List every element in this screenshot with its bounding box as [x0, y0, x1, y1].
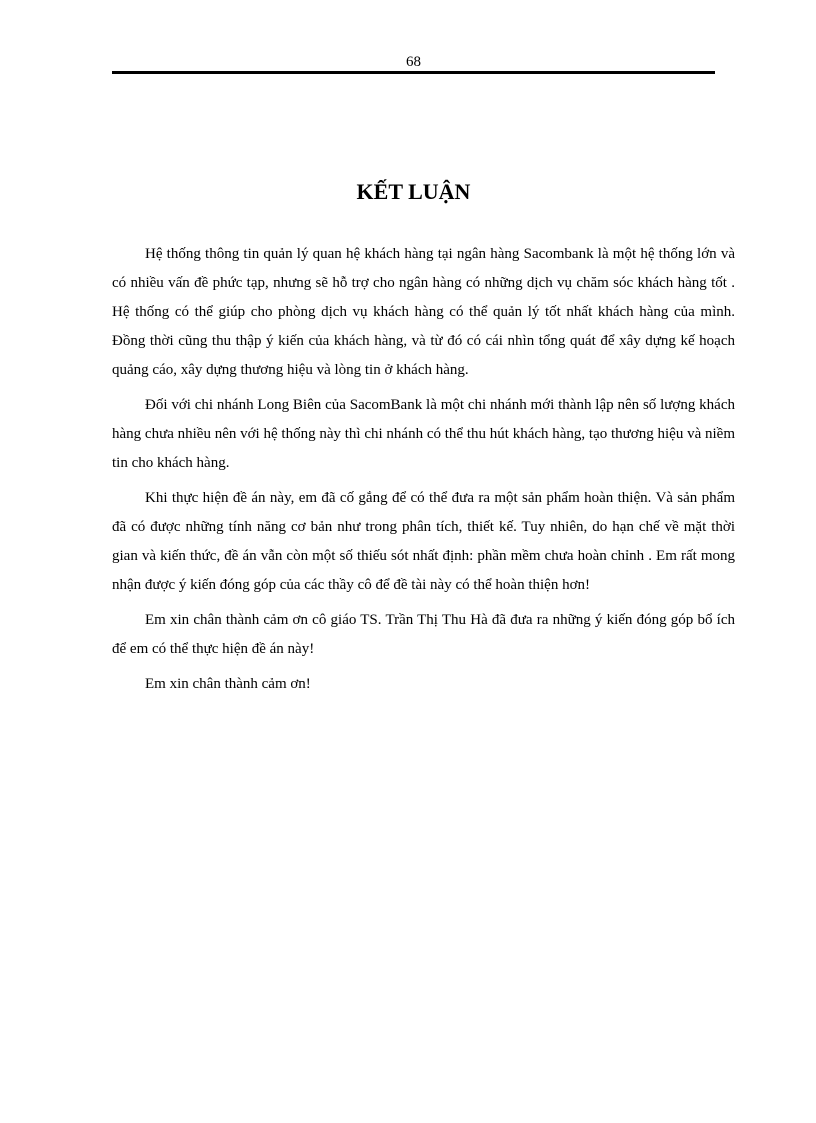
paragraph-branch: Đối với chi nhánh Long Biên của SacomBank là một chi nhánh mới thành lập nên số lượng khách hàng chưa nhiều nên với hệ thống này thì chi nhánh có thể thu hút khách hàng, tạo thương hiệu và niềm tin cho khách hàng.: [112, 397, 735, 471]
page-number: 68: [406, 54, 421, 70]
paragraph-intro: Hệ thống thông tin quản lý quan hệ khách hàng tại ngân hàng Sacombank là một hệ thống lớn và có nhiều vấn đề phức tạp, nhưng sẽ hỗ trợ cho ngân hàng có những dịch vụ chăm sóc khách hàng tốt . Hệ thống có thể giúp cho phòng dịch vụ khách hàng có thể quản lý tốt nhất khách hàng của mình. Đồng thời cũng thu thập ý kiến của khách hàng, và từ đó có cái nhìn tổng quát để xây dựng kế hoạch quảng cáo, xây dựng thương hiệu và lòng tin ở khách hàng.: [112, 246, 735, 378]
page-title: KẾT LUẬN: [356, 179, 471, 204]
paragraph-thanks-advisor: Em xin chân thành cảm ơn cô giáo TS. Trần Thị Thu Hà đã đưa ra những ý kiến đóng góp bổ ích để em có thể thực hiện đề án này!: [112, 612, 735, 657]
body-text: [112, 240, 735, 705]
paragraph-project: Khi thực hiện đề án này, em đã cố gắng để có thể đưa ra một sản phẩm hoàn thiện. Và sản phẩm đã có được những tính năng cơ bản như trong phân tích, thiết kế. Tuy nhiên, do hạn chế về mặt thời gian và kiến thức, đề án vẫn còn một số thiếu sót nhất định: phần mềm chưa hoàn chỉnh . Em rất mong nhận được ý kiến đóng góp của các thầy cô để đề tài này có thể hoàn thiện hơn!: [112, 490, 735, 593]
header-rule: [112, 71, 715, 74]
paragraph-closing: Em xin chân thành cảm ơn!: [145, 676, 311, 692]
